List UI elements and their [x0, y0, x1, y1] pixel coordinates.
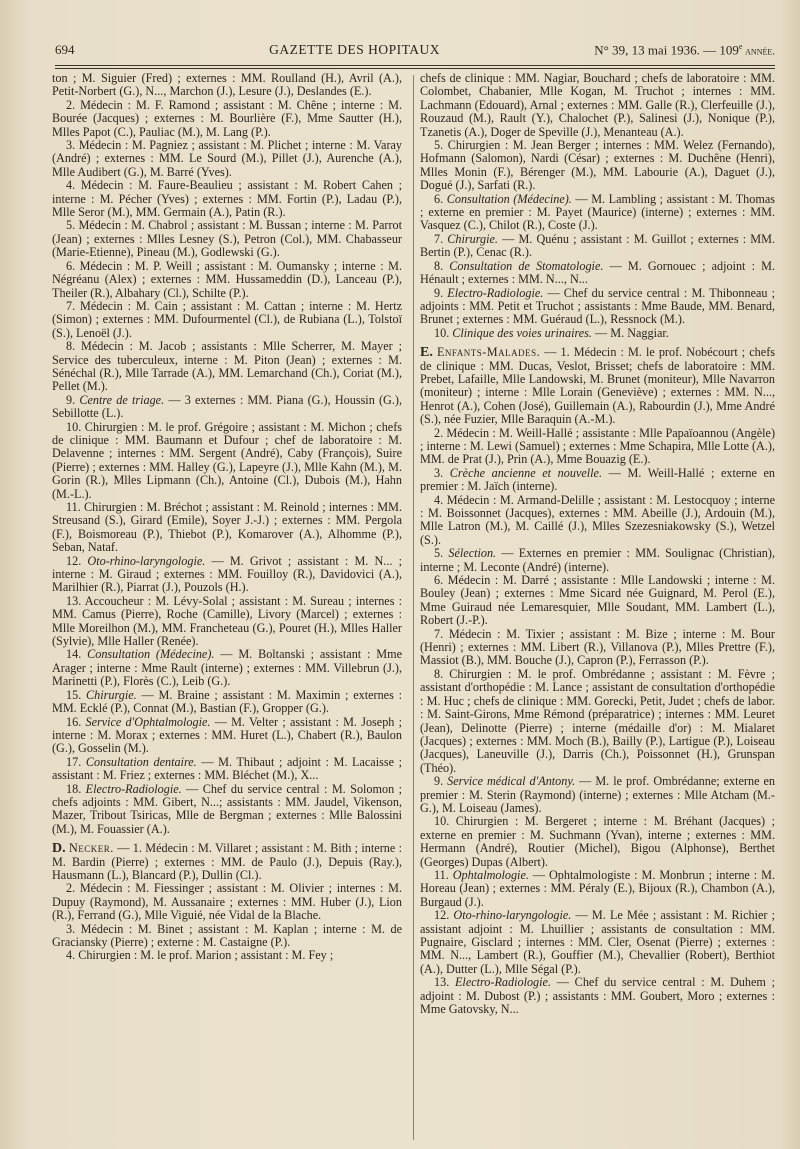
paragraph-text: 4. Chirurgien : M. le prof. Marion ; assistant : M. Fey ; [66, 948, 334, 963]
paragraph [420, 260, 775, 287]
journal-title: GAZETTE DES HOPITAUX [269, 42, 441, 58]
paragraph-text: 3. Médecin : M. Pagniez ; assistant : M. Plichet ; interne : M. Varay (André) ; externes : MM. Le Sourd (M.), Pillet (J.), Aurenche (A.), Mlle Audibert (G.), M. Barré (Yves). [52, 138, 402, 179]
paragraph [52, 179, 402, 219]
paragraph [52, 219, 402, 259]
paragraph [420, 427, 775, 467]
item-number: 3. [434, 465, 450, 480]
service-name: Electro-Radiologie. [447, 285, 544, 300]
paragraph-text: — 3 externes : MM. Piana (G.), Houssin (G.), Sebillotte (L.). [52, 392, 402, 421]
paragraph [420, 815, 775, 869]
paragraph-text: 10. Chirurgien : M. le prof. Grégoire ; assistant : M. Michon ; chefs de clinique : MM. Baumann et Dufour ; chef de laboratoire : M. Delavenne ; internes : MM. Sergent (André), Caby (François), Suire (Pierre) ; externes : MM. Halley (G.), Lapeyre (J.), Mlle Kahn (M.), M. Gorin (R.), Mlles Lipmann (Ch.), Antoine (Cl.), Dubois (M.), Hahn (M.-L.). [52, 419, 402, 501]
item-number: 10. [434, 325, 453, 340]
paragraph [52, 99, 402, 139]
item-number: 9. [434, 774, 448, 789]
service-name: Consultation (Médecine). [446, 191, 572, 206]
paragraph [420, 628, 775, 668]
paragraph-text: ton ; M. Siguier (Fred) ; externes : MM. Roulland (H.), Avril (A.), Petit-Norbert (G.), N..., Marchon (J.), Lesure (J.), Deslandes (E.). [52, 72, 402, 99]
paragraph-text: 6. Médecin : M. Darré ; assistante : Mlle Landowski ; interne : M. Bouley (Jean) ; externes : Mme Sicard née Guignard, M. Perol (E.), Mme Guiraud née Lemaresquier, Mlle Soudant, MM. Lambert (L.), Robert (J.-P.). [420, 573, 775, 628]
paragraph [420, 547, 775, 574]
paragraph [52, 300, 402, 340]
paragraph [420, 775, 775, 815]
paragraph-text: — M. Naggiar. [591, 325, 669, 340]
paragraph-text: — M. le prof. Ombrédanne; externe en premier : M. Sterin (Raymond) (interne) ; externes : Mlle Atcham (M.-G.), M. Loiseau (James). [420, 774, 775, 815]
paragraph-text: 6. Médecin : M. P. Weill ; assistant : M. Oumansky ; interne : M. Négréanu (Alex) ; externes : MM. Hussameddin (D.), Lanceau (P.), Theiler (R.), Albahary (Cl.), Schilte (P.). [52, 258, 402, 300]
section-letter: E. [420, 345, 433, 361]
paragraph [52, 595, 402, 649]
paragraph [52, 842, 402, 882]
page-header [55, 42, 775, 64]
right-column [420, 72, 775, 1147]
header-rule-double [55, 68, 775, 69]
paragraph-text: 4. Médecin : M. Faure-Beaulieu ; assistant : M. Robert Cahen ; interne : M. Pécher (Yves) ; externes : MM. Fortin (P.), Ladau (P.), Mlle Seror (M.), MM. Germain (A.), Patin (R.). [52, 178, 402, 220]
item-number: 7. [434, 231, 448, 246]
item-number: 14. [66, 647, 88, 662]
service-name: Consultation dentaire. [85, 754, 197, 769]
issue-annee: année. [742, 45, 775, 58]
paragraph [52, 756, 402, 783]
item-number: 15. [66, 687, 87, 702]
section-name: Enfants-Malades. [436, 345, 541, 360]
paragraph-text: — Ophtalmologiste : M. Monbrun ; interne : M. Horeau (Jean) ; externes : MM. Péraly (E.), Bijoux (R.), Chambon (A.), Burgaud (J.). [420, 867, 775, 909]
service-name: Consultation (Médecine). [87, 647, 215, 662]
paragraph [420, 467, 775, 494]
item-number: 16. [66, 714, 86, 729]
service-name: Service d'Ophtalmologie. [85, 714, 211, 729]
paragraph-text: 10. Chirurgien : M. Bergeret ; interne : M. Bréhant (Jacques) ; externe en premier : M. Suchmann (Yvan), interne ; externes : MM. Hermann (André), Routier (Michel), Bigou (Alphonse), Berthet (Georges) Dupas (Albert). [420, 814, 775, 869]
item-number: 13. [434, 975, 455, 990]
paragraph-text: — M. Braine ; assistant : M. Maximin ; externes : MM. Ecklé (P.), Connat (M.), Bastian (F.), Gropper (G.). [52, 687, 402, 716]
section-name: Necker. [69, 841, 114, 856]
service-name: Chirurgie. [86, 687, 137, 702]
paragraph [52, 949, 402, 962]
paragraph [52, 72, 402, 99]
paragraph-text: — M. Boltanski ; assistant : Mme Arager ; interne : Mme Rault (interne) ; externes : MM. Villebrun (J.), Marinetti (P.), Florès (C.), Leib (G.). [52, 647, 402, 689]
service-name: Clinique des voies urinaires. [452, 325, 592, 340]
paragraph [420, 233, 775, 260]
paragraph-text: 4. Médecin : M. Armand-Delille ; assistant : M. Lestocquoy ; interne : M. Boissonnet (Jacques), externes : MM. Abeille (J.), Ardouin (M.), Mlle Latron (M.), M. Caillé (J.), Mlles Szezesniakowsky (S.), Wetzel (S.). [420, 492, 775, 547]
service-name: Chirurgie. [447, 231, 498, 246]
paragraph-text: — 1. Médecin : M. le prof. Nobécourt ; chefs de clinique : MM. Ducas, Veslot, Brisset; chefs de laboratoire : MM. Prebet, Lafaille, Mlle Landowski, M. Brunet (moniteur), Mlle Navarron (moniteur) ; interne : Mlle Lorain (Geneviève) ; externes : MM. N..., Henrot (A.), Cohen (José), Guillemain (A.), Rabourdin (J.), Mme André (S.), née Fuzier, Mlle Baraquin (A.-M.). [420, 345, 775, 427]
paragraph-text: 8. Médecin : M. Jacob ; assistants : Mlle Scherrer, M. Mayer ; Service des tuberculeux, interne : M. Piton (Jean) ; externes : M. Sénéchal (R.), Mlle Tarrade (A.), MM. Lemarchand (Ch.), Coriat (M.), Pellet (M.). [52, 339, 402, 394]
paragraph-text: 2. Médecin : M. Weill-Hallé ; assistante : Mlle Papaïoannou (Angèle) ; interne : M. Lewi (Samuel) ; externes : Mme Schapira, Mlle Lotte (A.), MM. de Prat (J.), Prin (A.), Mme Bouazig (E.). [420, 425, 775, 467]
paragraph-text: — M. Velter ; assistant : M. Joseph ; interne : M. Morax ; externes : MM. Huret (L.), Chabert (R.), Baulon (G.), Gosselin (M.). [52, 714, 402, 756]
paragraph-text: — Chef du service central : M. Duhem ; adjoint : M. Dubost (P.) ; assistants : MM. Goubert, Moro ; externes : Mme Gatovsky, N... [420, 975, 775, 1017]
paragraph [420, 976, 775, 1016]
item-number: 9. [434, 285, 448, 300]
paragraph-text: — Externes en premier : MM. Soulignac (Christian), interne ; M. Leconte (André) (interne). [420, 546, 775, 574]
paragraph-text: 7. Médecin : M. Cain ; assistant : M. Cattan ; interne : M. Hertz (Simon) ; externes : MM. Dufourmentel (Cl.), de Rubiana (L.), Tolstoï (S.), Lenoël (J.). [52, 298, 402, 340]
service-name: Electro-Radiologie. [85, 781, 182, 796]
page-number: 694 [55, 42, 75, 58]
paragraph [52, 923, 402, 950]
item-number: 11. [434, 867, 453, 882]
issue-info [594, 42, 775, 58]
paragraph-text: — M. Grivot ; assistant : M. N... ; interne : M. Giraud ; externes : MM. Fouilloy (R.), Davidovici (A.), Marilhier (R.), Piarrat (J.), Pouzols (H.). [52, 553, 402, 595]
paragraph [420, 287, 775, 327]
item-number: 12. [434, 908, 454, 923]
issue-number: N° 39, 13 mai 1936. — 109 [594, 42, 739, 58]
item-number: 9. [66, 392, 80, 407]
paragraph [420, 574, 775, 628]
paragraph-text: 8. Chirurgien : M. le prof. Ombrédanne ; assistant : M. Fèvre ; assistant d'orthopédie : M. Lance ; assistant de consultation d'orthopédie : M. Huc ; chefs de clinique : MM. Gorecki, Petit, Judet ; chefs de labor. : M. Saint-Girons, Mme Rémond (préparatrice) ; internes : MM. Leuret (Jean), Delinotte (Pierre) ; interne (médaille d'or) : M. Mialaret (Jacques) ; externes : MM. Moch (B.), Bailly (P.), Lartigue (P.), Loiseau (Jacques), Laneuville (J.), Darris (Ch.), Poissonnet (H.), Grunspan (Théo). [420, 666, 775, 775]
paragraph-text: — Chef du service central : M. Thibonneau ; adjoints : MM. Petit et Truchot ; assistants : Mme Baude, MM. Benard, Brunet ; externes : MM. Guéraud (L.), Ressnock (M.). [420, 285, 775, 327]
service-name: Sélection. [448, 546, 497, 561]
left-column [52, 72, 402, 1147]
paragraph-text: — M. Weill-Hallé ; externe en premier : M. Jaïch (interne). [420, 465, 775, 494]
header-rule [55, 65, 775, 66]
service-name: Oto-rhino-laryngologie. [453, 908, 572, 923]
paragraph [420, 72, 775, 139]
paragraph [420, 327, 775, 340]
paragraph-text: — Chef du service central : M. Solomon ; chefs adjoints : MM. Gibert, N...; assistants : MM. Jaudel, Vikenson, Mazer, Tribout Tsiricas, Mlle de Bergman ; externes : Mlle Balossini (M.), M. Fouassier (A.). [52, 781, 402, 836]
paragraph [52, 783, 402, 837]
paragraph-text: — M. Le Mée ; assistant : M. Richier ; assistant adjoint : M. Lhuillier ; assistants de consultation : MM. Pugnaire, Gisclard ; internes : MM. Cler, Osenat (Pierre) ; externes : MM. N..., Lambert (R.), Gouffier (M.), Chevallier (Robert), Berthiot (A.), Dutter (L.), Mlle Ségal (P.). [420, 908, 775, 976]
paragraph [420, 139, 775, 193]
service-name: Service médical d'Antony. [447, 774, 576, 789]
paragraph-text: 5. Médecin : M. Chabrol ; assistant : M. Bussan ; interne : M. Parrot (Jean) ; externes : Mlles Lesney (S.), Petron (Col.), MM. Chabasseur (Marie-Etienne), Pineau (M.), Godlewski (G.). [52, 218, 402, 260]
paragraph [52, 139, 402, 179]
paragraph [420, 668, 775, 775]
service-name: Consultation de Stomatologie. [449, 258, 604, 273]
paragraph [420, 193, 775, 233]
paragraph [52, 689, 402, 716]
paragraph [52, 340, 402, 394]
paragraph-text: 3. Médecin : M. Binet ; assistant : M. Kaplan ; interne : M. de Graciansky (Pierre) ; externe : M. Castaigne (P.). [52, 921, 402, 949]
item-number: 5. [434, 546, 449, 561]
item-number: 17. [66, 754, 86, 769]
paragraph-text: 2. Médecin : M. F. Ramond ; assistant : M. Chêne ; interne : M. Bourée (Jacques) ; externes : M. Bourlière (F.), Mme Sautter (H.), Mlles Papot (C.), Pauliac (M.), M. Lang (P.). [52, 97, 402, 139]
paragraph-text: 11. Chirurgien : M. Bréchot ; assistant : M. Reinold ; internes : MM. Streusand (S.), Girard (Emile), Soyer J.-J.) ; externes : MM. Pergola (F.), Boismoreau (P.), Thiebot (P.), Komarover (A.), Alhomme (P.), Seban, Nataf. [52, 500, 402, 555]
paragraph [420, 909, 775, 976]
paragraph-text: chefs de clinique : MM. Nagiar, Bouchard ; chefs de laboratoire : MM. Colombet, Chabanier, Mlle Kogan, M. Truchot ; internes : MM. Lachmann (Edouard), Arnal ; externes : MM. Galle (R.), Clerfeuille (J.), Rouzaud (M.), Rault (Y.), Chalochet (P.), Salinesi (J.), Nonique (P.), Tzanetis (A.), Doger de Speville (J.), Menanteau (A.). [420, 72, 775, 139]
section-letter: D. [52, 841, 66, 857]
service-name: Crèche ancienne et nouvelle. [449, 465, 603, 480]
item-number: 12. [66, 553, 88, 568]
paragraph [420, 494, 775, 548]
paragraph-text: 5. Chirurgien : M. Jean Berger ; internes : MM. Welez (Fernando), Hofmann (Salomon), Nardi (César) ; externes : M. Duchêne (Henri), Mlles Monin (F.), Bérenger (M.), MM. Labourie (A.), Daguet (J.), Dogué (J.), Sarfati (R.). [420, 138, 775, 193]
paragraph-text: — M. Thibaut ; adjoint : M. Lacaisse ; assistant : M. Friez ; externes : MM. Bléchet (M.), X... [52, 754, 402, 783]
paragraph-text: 7. Médecin : M. Tixier ; assistant : M. Bize ; interne : M. Bour (Henri) ; externes : MM. Libert (R.), Villanova (P.), Mlles Prettre (F.), Massiot (B.), MM. Bouche (J.), Capron (P.), Ferrasson (P.). [420, 626, 775, 668]
service-name: Ophtalmologie. [452, 867, 529, 882]
issue-sup: e [738, 42, 743, 51]
paragraph [420, 869, 775, 909]
paragraph [52, 882, 402, 922]
paragraph-text: — M. Gornouec ; adjoint : M. Hénault ; externes : MM. N..., N... [420, 258, 775, 287]
paragraph [52, 716, 402, 756]
service-name: Centre de triage. [79, 392, 165, 407]
paragraph [420, 346, 775, 426]
paragraph-text: — 1. Médecin : M. Villaret ; assistant : M. Bith ; interne : M. Bardin (Pierre) ; externes : MM. de Paulo (J.), Depuis (Ray.), Hausmann (L.), Blancard (P.), Dullin (Cl.). [52, 841, 402, 882]
paragraph [52, 648, 402, 688]
item-number: 18. [66, 781, 86, 796]
service-name: Oto-rhino-laryngologie. [87, 553, 206, 568]
paragraph [52, 260, 402, 300]
paragraph [52, 394, 402, 421]
paragraph [52, 501, 402, 555]
paragraph [52, 555, 402, 595]
item-number: 8. [434, 258, 450, 273]
paragraph-text: — M. Quénu ; assistant : M. Guillot ; externes : MM. Bertin (P.), Cenac (R.). [420, 231, 775, 260]
column-divider [413, 75, 414, 1140]
paragraph [52, 421, 402, 501]
service-name: Electro-Radiologie. [454, 975, 551, 990]
paragraph-text: — M. Lambling ; assistant : M. Thomas ; externe en premier : M. Payet (Maurice) (interne) ; externes : MM. Vasquez (C.), Chilot (R.), Coste (J.). [420, 191, 775, 233]
item-number: 6. [434, 191, 447, 206]
paragraph-text: 2. Médecin : M. Fiessinger ; assistant : M. Olivier ; internes : M. Dupuy (Raymond), M. Aussanaire ; externes : MM. Huber (J.), Lion (R.), Ferrand (G.), Mlle Viguié, née Vidal de la Blache. [52, 881, 402, 923]
paragraph-text: 13. Accoucheur : M. Lévy-Solal ; assistant : M. Sureau ; internes : MM. Camus (Pierre), Roche (Camille), Livory (Marcel) ; externes : Mlle Moreilhon (M.), MM. Francheteau (G.), Pouret (H.), Mlles Haller (Sylvie), Mlle Haller (Renée). [52, 593, 402, 649]
